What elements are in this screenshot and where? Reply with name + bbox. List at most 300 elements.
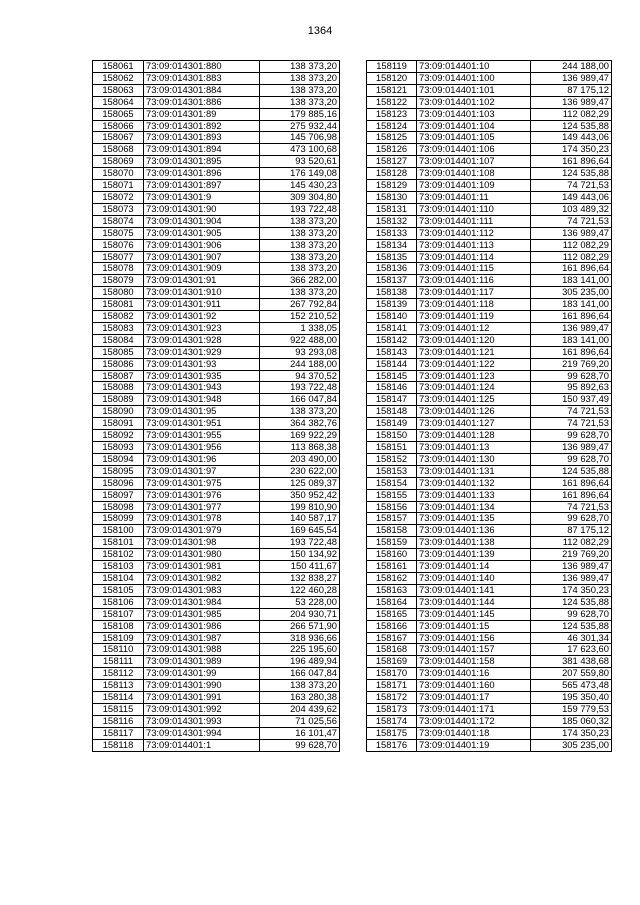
table-row [367,108,612,120]
table-row [367,727,612,739]
value-cell: 207 559,80 [531,668,612,680]
value-cell: 159 779,53 [531,703,612,715]
cadastral-number-cell: 73:09:014301:93 [144,358,260,370]
value-cell: 174 350,23 [531,144,612,156]
cadastral-number-cell: 73:09:014401:132 [417,477,531,489]
cadastral-number-cell: 73:09:014401:133 [417,489,531,501]
record-number-cell: 158176 [367,739,417,751]
cadastral-number-cell: 73:09:014401:117 [417,287,531,299]
value-cell: 1 338,05 [260,322,340,334]
table-row [367,251,612,263]
value-cell: 136 989,47 [531,572,612,584]
value-cell: 149 443,06 [531,132,612,144]
cadastral-number-cell: 73:09:014401:126 [417,406,531,418]
cadastral-number-cell: 73:09:014401:109 [417,180,531,192]
value-cell: 150 937,49 [531,394,612,406]
record-number-cell: 158113 [93,680,144,692]
value-cell: 74 721,53 [531,180,612,192]
value-cell: 138 373,20 [260,251,340,263]
cadastral-number-cell: 73:09:014301:928 [144,334,260,346]
table-row [367,632,612,644]
cadastral-number-cell: 73:09:014401:131 [417,465,531,477]
cadastral-number-cell: 73:09:014301:98 [144,537,260,549]
table-row [367,525,612,537]
value-cell: 16 101,47 [260,727,340,739]
record-number-cell: 158173 [367,703,417,715]
table-row [93,156,340,168]
table-row [93,191,340,203]
table-row [367,299,612,311]
table-row [93,632,340,644]
cadastral-number-cell: 73:09:014401:118 [417,299,531,311]
record-number-cell: 158128 [367,168,417,180]
record-number-cell: 158149 [367,418,417,430]
cadastral-number-cell: 73:09:014301:943 [144,382,260,394]
value-cell: 138 373,20 [260,239,340,251]
table-row [93,322,340,334]
cadastral-number-cell: 73:09:014301:935 [144,370,260,382]
cadastral-number-cell: 73:09:014401:140 [417,572,531,584]
table-row [367,311,612,323]
cadastral-number-cell: 73:09:014401:112 [417,227,531,239]
value-cell: 195 350,40 [531,692,612,704]
cadastral-number-cell: 73:09:014301:990 [144,680,260,692]
table-row [93,108,340,120]
cadastral-number-cell: 73:09:014301:951 [144,418,260,430]
value-cell: 193 722,48 [260,203,340,215]
cadastral-number-cell: 73:09:014301:89 [144,108,260,120]
cadastral-number-cell: 73:09:014401:130 [417,453,531,465]
table-row [367,477,612,489]
table-row [367,668,612,680]
record-number-cell: 158120 [367,72,417,84]
table-row [367,644,612,656]
cadastral-number-cell: 73:09:014401:15 [417,620,531,632]
value-cell: 183 141,00 [531,275,612,287]
cadastral-number-cell: 73:09:014401:156 [417,632,531,644]
value-cell: 103 489,32 [531,203,612,215]
record-number-cell: 158094 [93,453,144,465]
table-row [93,453,340,465]
value-cell: 152 210,52 [260,311,340,323]
table-row [367,322,612,334]
table-row [367,72,612,84]
record-number-cell: 158117 [93,727,144,739]
record-number-cell: 158061 [93,61,144,73]
cadastral-number-cell: 73:09:014401:158 [417,656,531,668]
value-cell: 309 304,80 [260,191,340,203]
cadastral-number-cell: 73:09:014301:99 [144,668,260,680]
value-cell: 305 235,00 [531,287,612,299]
record-number-cell: 158082 [93,311,144,323]
value-cell: 53 228,00 [260,596,340,608]
record-number-cell: 158154 [367,477,417,489]
value-cell: 99 628,70 [260,739,340,751]
table-row [93,406,340,418]
value-cell: 112 082,29 [531,251,612,263]
table-row [93,180,340,192]
record-number-cell: 158075 [93,227,144,239]
cadastral-number-cell: 73:09:014301:907 [144,251,260,263]
table-row [93,584,340,596]
table-row [93,489,340,501]
record-number-cell: 158064 [93,96,144,108]
table-row [93,394,340,406]
value-cell: 124 535,88 [531,465,612,477]
value-cell: 203 490,00 [260,453,340,465]
value-cell: 204 930,71 [260,608,340,620]
table-row [93,596,340,608]
cadastral-number-cell: 73:09:014301:904 [144,215,260,227]
value-cell: 161 896,64 [531,346,612,358]
value-cell: 99 628,70 [531,513,612,525]
value-cell: 87 175,12 [531,525,612,537]
value-cell: 350 952,42 [260,489,340,501]
record-number-cell: 158118 [93,739,144,751]
cadastral-number-cell: 73:09:014401:120 [417,334,531,346]
cadastral-number-cell: 73:09:014401:139 [417,549,531,561]
record-number-cell: 158146 [367,382,417,394]
cadastral-number-cell: 73:09:014401:106 [417,144,531,156]
record-number-cell: 158071 [93,180,144,192]
value-cell: 199 810,90 [260,501,340,513]
cadastral-number-cell: 73:09:014401:100 [417,72,531,84]
record-number-cell: 158123 [367,108,417,120]
table-row [93,334,340,346]
record-number-cell: 158089 [93,394,144,406]
value-cell: 565 473,48 [531,680,612,692]
cadastral-number-cell: 73:09:014301:884 [144,84,260,96]
cadastral-number-cell: 73:09:014401:105 [417,132,531,144]
value-cell: 204 439,62 [260,703,340,715]
value-cell: 174 350,23 [531,727,612,739]
value-cell: 267 792,84 [260,299,340,311]
table-row [93,287,340,299]
record-number-cell: 158122 [367,96,417,108]
record-number-cell: 158108 [93,620,144,632]
table-row [93,680,340,692]
cadastral-number-cell: 73:09:014301:988 [144,644,260,656]
cadastral-number-cell: 73:09:014301:991 [144,692,260,704]
value-cell: 149 443,06 [531,191,612,203]
cadastral-number-cell: 73:09:014301:981 [144,561,260,573]
record-number-cell: 158079 [93,275,144,287]
cadastral-number-cell: 73:09:014401:127 [417,418,531,430]
table-row [93,644,340,656]
table-row [93,561,340,573]
cadastral-number-cell: 73:09:014301:987 [144,632,260,644]
cadastral-number-cell: 73:09:014401:12 [417,322,531,334]
value-cell: 99 628,70 [531,608,612,620]
cadastral-number-cell: 73:09:014301:992 [144,703,260,715]
table-row [367,382,612,394]
record-number-cell: 158151 [367,442,417,454]
record-number-cell: 158162 [367,572,417,584]
record-number-cell: 158083 [93,322,144,334]
value-cell: 138 373,20 [260,680,340,692]
record-number-cell: 158114 [93,692,144,704]
value-cell: 124 535,88 [531,620,612,632]
value-cell: 95 892,63 [531,382,612,394]
record-number-cell: 158076 [93,239,144,251]
cadastral-number-cell: 73:09:014401:135 [417,513,531,525]
cadastral-number-cell: 73:09:014401:17 [417,692,531,704]
register-table-left [92,60,340,752]
record-number-cell: 158063 [93,84,144,96]
record-number-cell: 158115 [93,703,144,715]
value-cell: 138 373,20 [260,263,340,275]
record-number-cell: 158104 [93,572,144,584]
table-row [93,120,340,132]
value-cell: 125 089,37 [260,477,340,489]
record-number-cell: 158070 [93,168,144,180]
value-cell: 136 989,47 [531,227,612,239]
cadastral-number-cell: 73:09:014301:96 [144,453,260,465]
value-cell: 136 989,47 [531,561,612,573]
record-number-cell: 158132 [367,215,417,227]
table-row [367,239,612,251]
table-row [367,215,612,227]
record-number-cell: 158144 [367,358,417,370]
cadastral-number-cell: 73:09:014301:983 [144,584,260,596]
record-number-cell: 158097 [93,489,144,501]
cadastral-number-cell: 73:09:014401:136 [417,525,531,537]
table-row [367,96,612,108]
cadastral-number-cell: 73:09:014401:124 [417,382,531,394]
value-cell: 74 721,53 [531,418,612,430]
record-number-cell: 158133 [367,227,417,239]
table-row [93,215,340,227]
cadastral-number-cell: 73:09:014401:134 [417,501,531,513]
record-number-cell: 158138 [367,287,417,299]
value-cell: 922 488,00 [260,334,340,346]
cadastral-number-cell: 73:09:014301:986 [144,620,260,632]
table-row [367,572,612,584]
record-number-cell: 158102 [93,549,144,561]
value-cell: 112 082,29 [531,108,612,120]
record-number-cell: 158073 [93,203,144,215]
record-number-cell: 158124 [367,120,417,132]
table-row [93,358,340,370]
record-number-cell: 158111 [93,656,144,668]
record-number-cell: 158129 [367,180,417,192]
record-number-cell: 158153 [367,465,417,477]
record-number-cell: 158164 [367,596,417,608]
cadastral-number-cell: 73:09:014301:906 [144,239,260,251]
record-number-cell: 158101 [93,537,144,549]
value-cell: 183 141,00 [531,299,612,311]
record-number-cell: 158160 [367,549,417,561]
record-number-cell: 158142 [367,334,417,346]
table-row [93,263,340,275]
cadastral-number-cell: 73:09:014301:980 [144,549,260,561]
page-number: 1364 [307,25,333,37]
value-cell: 74 721,53 [531,406,612,418]
record-number-cell: 158080 [93,287,144,299]
table-row [93,430,340,442]
table-row [93,239,340,251]
table-row [93,501,340,513]
cadastral-number-cell: 73:09:014301:886 [144,96,260,108]
record-number-cell: 158165 [367,608,417,620]
value-cell: 113 868,38 [260,442,340,454]
value-cell: 74 721,53 [531,215,612,227]
table-row [367,430,612,442]
table-row [93,61,340,73]
record-number-cell: 158150 [367,430,417,442]
record-number-cell: 158152 [367,453,417,465]
cadastral-number-cell: 73:09:014301:905 [144,227,260,239]
value-cell: 166 047,84 [260,668,340,680]
record-number-cell: 158171 [367,680,417,692]
value-cell: 99 628,70 [531,430,612,442]
value-cell: 219 769,20 [531,549,612,561]
cadastral-number-cell: 73:09:014401:160 [417,680,531,692]
record-number-cell: 158090 [93,406,144,418]
cadastral-number-cell: 73:09:014401:103 [417,108,531,120]
record-number-cell: 158127 [367,156,417,168]
value-cell: 112 082,29 [531,239,612,251]
value-cell: 381 438,68 [531,656,612,668]
record-number-cell: 158119 [367,61,417,73]
value-cell: 166 047,84 [260,394,340,406]
record-number-cell: 158148 [367,406,417,418]
record-number-cell: 158131 [367,203,417,215]
cadastral-number-cell: 73:09:014401:101 [417,84,531,96]
record-number-cell: 158067 [93,132,144,144]
record-number-cell: 158069 [93,156,144,168]
record-number-cell: 158174 [367,715,417,727]
record-number-cell: 158168 [367,644,417,656]
value-cell: 150 411,67 [260,561,340,573]
cadastral-number-cell: 73:09:014301:978 [144,513,260,525]
cadastral-number-cell: 73:09:014401:115 [417,263,531,275]
record-number-cell: 158088 [93,382,144,394]
cadastral-number-cell: 73:09:014301:929 [144,346,260,358]
record-number-cell: 158093 [93,442,144,454]
cadastral-number-cell: 73:09:014301:95 [144,406,260,418]
value-cell: 185 060,32 [531,715,612,727]
value-cell: 138 373,20 [260,287,340,299]
value-cell: 161 896,64 [531,263,612,275]
cadastral-number-cell: 73:09:014401:102 [417,96,531,108]
cadastral-number-cell: 73:09:014401:11 [417,191,531,203]
record-number-cell: 158081 [93,299,144,311]
record-number-cell: 158163 [367,584,417,596]
record-number-cell: 158167 [367,632,417,644]
record-number-cell: 158084 [93,334,144,346]
table-row [93,275,340,287]
value-cell: 138 373,20 [260,96,340,108]
table-row [367,584,612,596]
cadastral-number-cell: 73:09:014401:104 [417,120,531,132]
table-row [367,513,612,525]
cadastral-number-cell: 73:09:014301:896 [144,168,260,180]
cadastral-number-cell: 73:09:014301:910 [144,287,260,299]
record-number-cell: 158087 [93,370,144,382]
table-row [93,549,340,561]
value-cell: 169 645,54 [260,525,340,537]
record-number-cell: 158134 [367,239,417,251]
table-row [93,72,340,84]
table-row [93,144,340,156]
table-row [367,191,612,203]
value-cell: 93 293,08 [260,346,340,358]
record-number-cell: 158110 [93,644,144,656]
value-cell: 318 936,66 [260,632,340,644]
cadastral-number-cell: 73:09:014301:893 [144,132,260,144]
table-row [367,120,612,132]
table-row [93,668,340,680]
record-number-cell: 158158 [367,525,417,537]
value-cell: 93 520,61 [260,156,340,168]
value-cell: 473 100,68 [260,144,340,156]
record-number-cell: 158137 [367,275,417,287]
table-row [367,489,612,501]
table-row [367,703,612,715]
cadastral-number-cell: 73:09:014401:111 [417,215,531,227]
record-number-cell: 158140 [367,311,417,323]
record-number-cell: 158161 [367,561,417,573]
table-row [93,299,340,311]
cadastral-number-cell: 73:09:014401:123 [417,370,531,382]
cadastral-number-cell: 73:09:014401:14 [417,561,531,573]
table-row [93,96,340,108]
record-number-cell: 158100 [93,525,144,537]
table-row [93,537,340,549]
table-row [93,727,340,739]
cadastral-number-cell: 73:09:014401:144 [417,596,531,608]
value-cell: 17 623,60 [531,644,612,656]
record-number-cell: 158155 [367,489,417,501]
cadastral-number-cell: 73:09:014301:911 [144,299,260,311]
table-row [93,346,340,358]
record-number-cell: 158130 [367,191,417,203]
table-row [367,275,612,287]
table-row [93,251,340,263]
record-number-cell: 158078 [93,263,144,275]
record-number-cell: 158065 [93,108,144,120]
register-table-right [366,60,612,752]
table-row [367,168,612,180]
value-cell: 225 195,60 [260,644,340,656]
record-number-cell: 158099 [93,513,144,525]
cadastral-number-cell: 73:09:014301:91 [144,275,260,287]
record-number-cell: 158086 [93,358,144,370]
value-cell: 179 885,16 [260,108,340,120]
table-row [367,608,612,620]
cadastral-number-cell: 73:09:014401:119 [417,311,531,323]
cadastral-number-cell: 73:09:014301:955 [144,430,260,442]
cadastral-number-cell: 73:09:014301:994 [144,727,260,739]
cadastral-number-cell: 73:09:014301:956 [144,442,260,454]
value-cell: 87 175,12 [531,84,612,96]
cadastral-number-cell: 73:09:014301:993 [144,715,260,727]
record-number-cell: 158092 [93,430,144,442]
value-cell: 138 373,20 [260,72,340,84]
cadastral-number-cell: 73:09:014301:897 [144,180,260,192]
cadastral-number-cell: 73:09:014401:125 [417,394,531,406]
value-cell: 161 896,64 [531,311,612,323]
record-number-cell: 158159 [367,537,417,549]
table-row [367,287,612,299]
table-row [367,132,612,144]
cadastral-number-cell: 73:09:014401:116 [417,275,531,287]
cadastral-number-cell: 73:09:014301:985 [144,608,260,620]
cadastral-number-cell: 73:09:014401:18 [417,727,531,739]
table-row [367,620,612,632]
table-row [367,84,612,96]
